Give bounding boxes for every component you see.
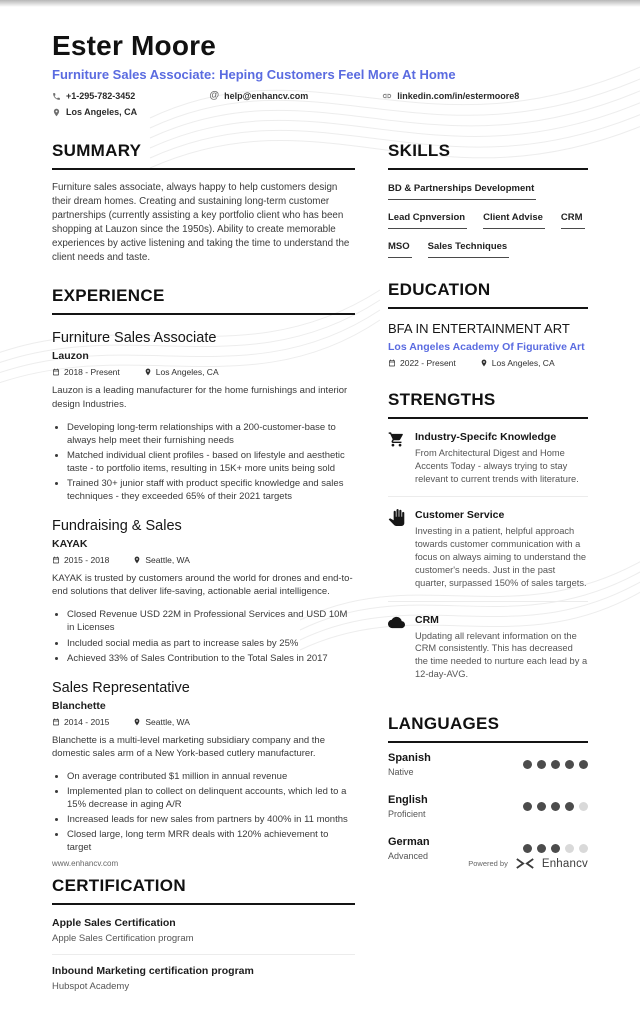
language-name: German [388, 835, 430, 848]
website-link[interactable]: www.enhancv.com [52, 859, 119, 868]
job-description: Lauzon is a leading manufacturer for the home furnishings and interior design Industries. [52, 385, 348, 410]
job-meta-row [52, 555, 355, 565]
strength-body [415, 431, 588, 485]
job-bullet: • Closed Revenue USD 22M in Professional Services and USD 10M in Licenses [67, 608, 355, 634]
certification-heading: CERTIFICATION [52, 876, 355, 905]
strength-title: CRM [415, 613, 439, 626]
brand-name: Enhancv [541, 857, 588, 870]
candidate-title: Furniture Sales Associate: Heping Customers Feel More At Home [52, 67, 456, 82]
rating-dot [551, 844, 560, 853]
job-company: Blanchette [52, 699, 106, 712]
link-icon [382, 91, 392, 101]
job-bullet: • Increased leads for new sales from partners by 400% in 11 months [67, 813, 355, 826]
calendar-icon [388, 359, 396, 367]
email-icon: @ [209, 90, 220, 101]
language-name: Spanish [388, 751, 431, 764]
language-rating [523, 844, 588, 853]
location-pin-icon [144, 368, 152, 376]
cloud-icon [388, 614, 405, 681]
education-section [388, 280, 588, 368]
language-level: Native [388, 766, 414, 777]
degree: BFA IN ENTERTAINMENT ART [388, 321, 570, 336]
certification-item [52, 955, 355, 1002]
job-description: KAYAK is trusted by customers around the world for drones and end-to-end solutions that deliver life-saving, actionable aerial intelligence. [52, 573, 353, 598]
columns [52, 141, 588, 1024]
skill-tag: Client Advise [483, 212, 545, 229]
strength-item [388, 419, 588, 497]
rating-dot [579, 844, 588, 853]
job-location: Los Angeles, CA [144, 367, 219, 377]
powered-by-label: Powered by [468, 859, 508, 868]
skills-heading: SKILLS [388, 141, 588, 170]
hand-icon [388, 509, 405, 589]
job-bullet: • Matched individual client profiles - based on lifestyle and aesthetic taste - to portfolio items, resulting in 15K+ more units being sold [67, 449, 355, 475]
job-bullet: • Trained 30+ junior staff with product specific knowledge and sales techniques - they exceeded 65% of their 2021 targets [67, 477, 355, 503]
job-meta-row [52, 717, 355, 727]
strength-text: From Architectural Digest and Home Accents Today - always trying to stay relevant to current trends with literature. [415, 448, 579, 484]
job-location: Seattle, WA [133, 717, 190, 727]
linkedin-text: linkedin.com/in/estermoore8 [397, 91, 520, 101]
education-meta-row [388, 358, 588, 368]
rating-dot [537, 802, 546, 811]
rating-dot [523, 844, 532, 853]
summary-text: Furniture sales associate, always happy to help customers design their dream homes. Creating and sustaining long-term customer partnerships (currently assisting a key portfolio client who has been shopping at Lauzon since the 1950s). Ability to create memorable experiences by active listening and taking the time to understand the client needs and taste. [52, 182, 350, 263]
job-dates: 2014 - 2015 [52, 717, 109, 727]
certification-list [52, 907, 355, 1002]
languages-heading: LANGUAGES [388, 714, 588, 743]
certification-title: Apple Sales Certification [52, 917, 176, 930]
strength-item [388, 497, 588, 601]
job-bullets [52, 421, 355, 504]
job-entry [52, 518, 355, 665]
job-dates: 2018 - Present [52, 367, 120, 377]
certification-title: Inbound Marketing certification program [52, 965, 254, 978]
skill-tag: Lead Cpnversion [388, 212, 467, 229]
rating-dot [565, 760, 574, 769]
job-bullet: • Developing long-term relationships with a 200-customer-base to always help meet their furnishing needs [67, 421, 355, 447]
rating-dot [537, 844, 546, 853]
education-dates: 2022 - Present [388, 358, 456, 368]
experience-heading: EXPERIENCE [52, 286, 355, 315]
language-info [388, 794, 428, 819]
header [52, 30, 588, 117]
certification-subtitle: Hubspot Academy [52, 981, 130, 993]
location-row [52, 107, 588, 117]
job-description: Blanchette is a multi-level marketing subsidiary company and the domestic sales arm of a New York-based cutlery manufacturer. [52, 734, 325, 760]
skill-tag: CRM [561, 212, 585, 229]
certification-item [52, 907, 355, 955]
job-bullets [52, 608, 355, 664]
rating-dot [523, 802, 532, 811]
job-title: Fundraising & Sales [52, 518, 182, 535]
job-bullet: • Closed large, long term MRR deals with 120% achievement to target [67, 828, 355, 854]
certification-subtitle: Apple Sales Certification program [52, 933, 194, 945]
strengths-heading: STRENGTHS [388, 390, 588, 419]
summary-section [52, 141, 355, 264]
skills-section [388, 141, 588, 258]
strength-body [415, 614, 588, 681]
linkedin-link[interactable] [382, 91, 519, 101]
shopping-cart-icon [388, 431, 405, 485]
skill-tags [388, 183, 588, 258]
job-company: Lauzon [52, 350, 89, 363]
rating-dot [551, 760, 560, 769]
job-company: KAYAK [52, 538, 88, 551]
job-title: Furniture Sales Associate [52, 330, 217, 347]
location-pin-icon [52, 108, 61, 117]
skill-tag: BD & Partnerships Development [388, 183, 536, 200]
job-title: Sales Representative [52, 679, 190, 696]
footer [52, 857, 588, 870]
job-dates: 2015 - 2018 [52, 555, 109, 565]
rating-dot [537, 760, 546, 769]
education-heading: EDUCATION [388, 280, 588, 309]
language-info [388, 752, 431, 777]
strength-text: Updating all relevant information on the CRM consistently. This has decreased the time needed to nurture each lead by a 12-day-AVG. [415, 630, 588, 680]
contact-row [52, 91, 588, 101]
job-bullet: • Implemented plan to collect on delinquent accounts, which led to a 15% decrease in aging A/R [67, 785, 355, 811]
languages-section [388, 714, 588, 869]
job-location: Seattle, WA [133, 555, 190, 565]
skill-tag: Sales Techniques [428, 241, 510, 258]
powered-by [468, 857, 588, 870]
rating-dot [579, 760, 588, 769]
rating-dot [579, 802, 588, 811]
summary-heading: SUMMARY [52, 141, 355, 170]
language-rating [523, 760, 588, 769]
phone-icon [52, 92, 61, 101]
job-bullet: • Included social media as part to increase sales by 25% [67, 637, 355, 650]
experience-section [52, 286, 355, 854]
school: Los Angeles Academy Of Figurative Art [388, 341, 585, 353]
calendar-icon [52, 556, 60, 564]
location-pin-icon [133, 718, 141, 726]
job-entry [52, 680, 355, 855]
location-pin-icon [480, 359, 488, 367]
candidate-name: Ester Moore [52, 30, 217, 61]
certification-section [52, 876, 355, 1002]
right-column [388, 141, 588, 1024]
language-row [388, 785, 588, 827]
rating-dot [523, 760, 532, 769]
language-name: English [388, 793, 428, 806]
email-text: help@enhancv.com [224, 91, 309, 101]
language-rating [523, 802, 588, 811]
job-bullet: • On average contributed $1 million in annual revenue [67, 770, 355, 783]
job-meta-row [52, 367, 355, 377]
enhancv-logo-icon [515, 857, 535, 870]
skill-tag: MSO [388, 241, 412, 258]
language-level: Proficient [388, 808, 426, 819]
strengths-section [388, 390, 588, 692]
rating-dot [565, 802, 574, 811]
strength-text: Investing in a patient, helpful approach towards customer communication with a focus on always aiming to understand the customer's needs. Just in the past quarter, surpassed 150% of sales targets. [415, 526, 587, 588]
phone-text: +1-295-782-3452 [66, 91, 136, 101]
location-text: Los Angeles, CA [66, 107, 138, 117]
phone-link[interactable] [52, 91, 135, 101]
location [52, 107, 137, 117]
education-location: Los Angeles, CA [480, 358, 555, 368]
strength-title: Customer Service [415, 509, 505, 522]
language-level: Advanced [388, 850, 429, 861]
calendar-icon [52, 718, 60, 726]
strength-item [388, 602, 588, 692]
strength-title: Industry-Specifc Knowledge [415, 431, 557, 443]
job-entry [52, 330, 355, 503]
top-scroll-shadow [0, 0, 640, 7]
job-bullets [52, 770, 355, 855]
left-column [52, 141, 355, 1024]
job-bullet: • Achieved 33% of Sales Contribution to the Total Sales in 2017 [67, 652, 355, 665]
rating-dot [565, 844, 574, 853]
strength-body [415, 509, 588, 589]
calendar-icon [52, 368, 60, 376]
rating-dot [551, 802, 560, 811]
location-pin-icon [133, 556, 141, 564]
email-link[interactable] [209, 91, 308, 101]
language-row [388, 743, 588, 785]
